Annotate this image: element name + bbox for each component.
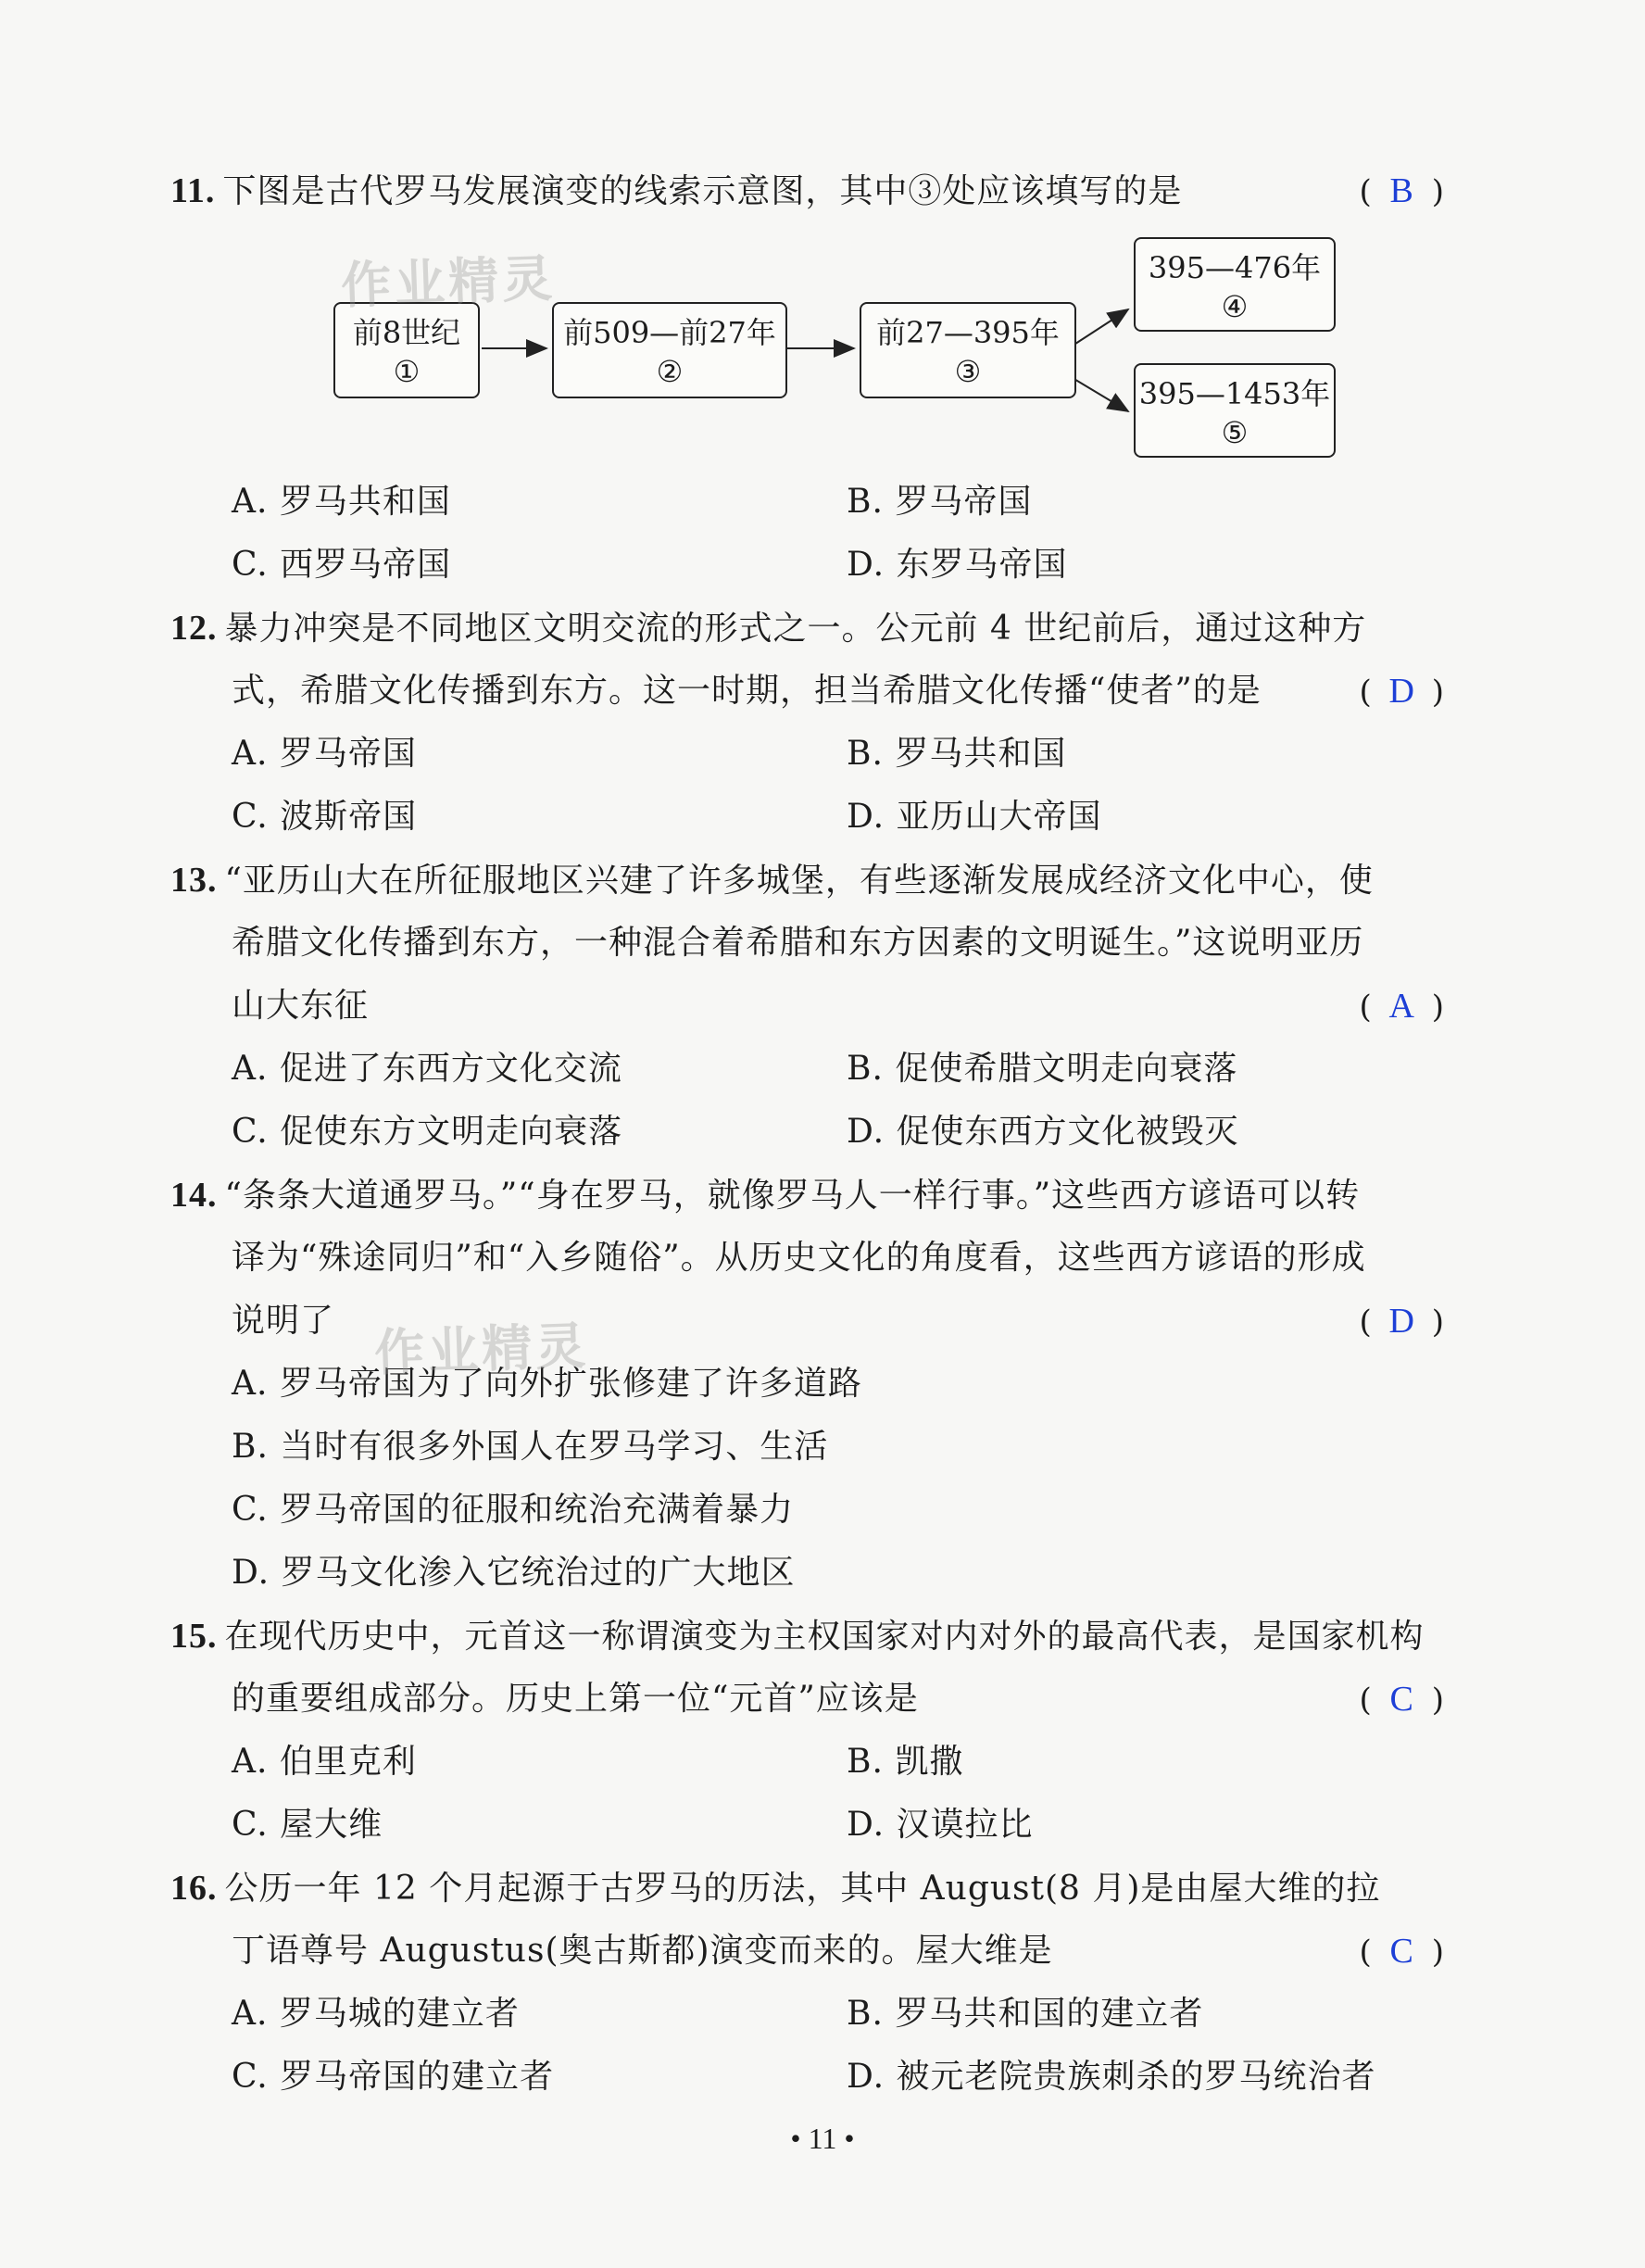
question-stem-line: 希腊文化传播到东方，一种混合着希腊和东方因素的文明诞生。”这说明亚历 [232, 924, 1364, 962]
arrow-3-5 [1073, 378, 1128, 411]
question-stem-line: 丁语尊号 Augustus(奥古斯都)演变而来的。屋大维是 [232, 1932, 1053, 1970]
option-b: B. 当时有很多外国人在罗马学习、生活 [232, 1428, 829, 1466]
option-c: C. 促使东方文明走向衰落 [232, 1113, 623, 1151]
question-number: 13. [170, 861, 218, 900]
question-stem-line: 式，希腊文化传播到东方。这一时期，担当希腊文化传播“使者”的是 [232, 672, 1262, 710]
option-b: B. 罗马共和国的建立者 [847, 1995, 1204, 2033]
answer-bracket: ( C ) [1359, 1668, 1445, 1732]
question-stem-line: “条条大道通罗马。”“身在罗马，就像罗马人一样行事。”这些西方谚语可以转 [224, 1177, 1361, 1215]
question-stem-line: 山大东征 [232, 987, 370, 1025]
question-stem-line: 的重要组成部分。历史上第一位“元首”应该是 [232, 1680, 919, 1718]
answer-letter: D [1388, 1302, 1415, 1341]
timeline-box-4: 395—476年 ④ [1134, 237, 1336, 332]
question-16 [170, 1857, 1445, 2109]
watermark-middle: 作业精灵 [373, 1316, 591, 1383]
option-a: A. 罗马城的建立者 [232, 1995, 520, 2033]
option-c: C. 罗马帝国的征服和统治充满着暴力 [232, 1491, 795, 1529]
question-15 [170, 1605, 1445, 1857]
option-a: A. 罗马帝国 [232, 735, 417, 773]
question-number: 14. [170, 1176, 218, 1215]
question-stem-line: 在现代历史中，元首这一称谓演变为主权国家对内对外的最高代表，是国家机构 [224, 1618, 1425, 1656]
question-13 [170, 849, 1445, 1164]
timeline-box-5: 395—1453年 ⑤ [1134, 363, 1336, 458]
answer-letter: D [1388, 672, 1415, 711]
option-d: D. 促使东西方文化被毁灭 [847, 1113, 1239, 1151]
timeline-box-2: 前509—前27年 ② [552, 302, 787, 398]
option-b: B. 凯撒 [847, 1743, 964, 1781]
question-stem: 下图是古代罗马发展演变的线索示意图，其中③处应该填写的是 [222, 172, 1183, 210]
answer-letter: B [1389, 171, 1414, 210]
option-b: B. 促使希腊文明走向衰落 [847, 1050, 1238, 1088]
option-b: B. 罗马帝国 [847, 483, 1033, 521]
answer-bracket: ( D ) [1359, 1290, 1445, 1354]
answer-letter: C [1389, 1680, 1414, 1719]
option-c: C. 罗马帝国的建立者 [232, 2058, 555, 2096]
question-11-options [170, 471, 1445, 597]
question-number: 12. [170, 609, 218, 648]
page-number: • 11 • [790, 2122, 855, 2155]
question-11 [170, 159, 1445, 222]
question-number: 15. [170, 1617, 218, 1656]
option-c: C. 屋大维 [232, 1806, 383, 1844]
answer-bracket: ( C ) [1359, 1920, 1445, 1984]
arrow-3-4 [1073, 309, 1128, 346]
option-d: D. 被元老院贵族刺杀的罗马统治者 [847, 2058, 1376, 2096]
option-b: B. 罗马共和国 [847, 735, 1067, 773]
question-number: 16. [170, 1869, 218, 1908]
option-d: D. 汉谟拉比 [847, 1806, 1034, 1844]
answer-letter: A [1388, 987, 1415, 1026]
timeline-box-1: 前8世纪 ① [333, 302, 480, 398]
option-c: C. 西罗马帝国 [232, 546, 452, 584]
question-stem-line: 说明了 [232, 1302, 335, 1340]
answer-bracket: ( D ) [1359, 660, 1445, 724]
option-a: A. 促进了东西方文化交流 [232, 1050, 622, 1088]
answer-bracket: ( B ) [1359, 159, 1445, 223]
answer-letter: C [1389, 1932, 1414, 1971]
question-12 [170, 597, 1445, 849]
question-number: 11. [170, 171, 216, 210]
option-d: D. 东罗马帝国 [847, 546, 1068, 584]
option-a: A. 罗马帝国为了向外扩张修建了许多道路 [232, 1365, 862, 1403]
option-a: A. 伯里克利 [232, 1743, 417, 1781]
option-d: D. 亚历山大帝国 [847, 798, 1102, 836]
timeline-box-3: 前27—395年 ③ [860, 302, 1076, 398]
question-stem-line: 公历一年 12 个月起源于古罗马的历法，其中 August(8 月)是由屋大维的拉 [224, 1870, 1381, 1908]
answer-bracket: ( A ) [1359, 975, 1445, 1039]
question-14 [170, 1164, 1445, 1605]
question-stem-line: “亚历山大在所征服地区兴建了许多城堡，有些逐渐发展成经济文化中心，使 [224, 862, 1374, 900]
option-d: D. 罗马文化渗入它统治过的广大地区 [232, 1554, 796, 1592]
question-stem-line: 暴力冲突是不同地区文明交流的形式之一。公元前 4 世纪前后，通过这种方 [224, 610, 1367, 648]
watermark-top: 作业精灵 [340, 248, 558, 316]
option-c: C. 波斯帝国 [232, 798, 418, 836]
question-stem-line: 译为“殊途同归”和“入乡随俗”。从历史文化的角度看，这些西方谚语的形成 [232, 1239, 1366, 1277]
option-a: A. 罗马共和国 [232, 483, 451, 521]
